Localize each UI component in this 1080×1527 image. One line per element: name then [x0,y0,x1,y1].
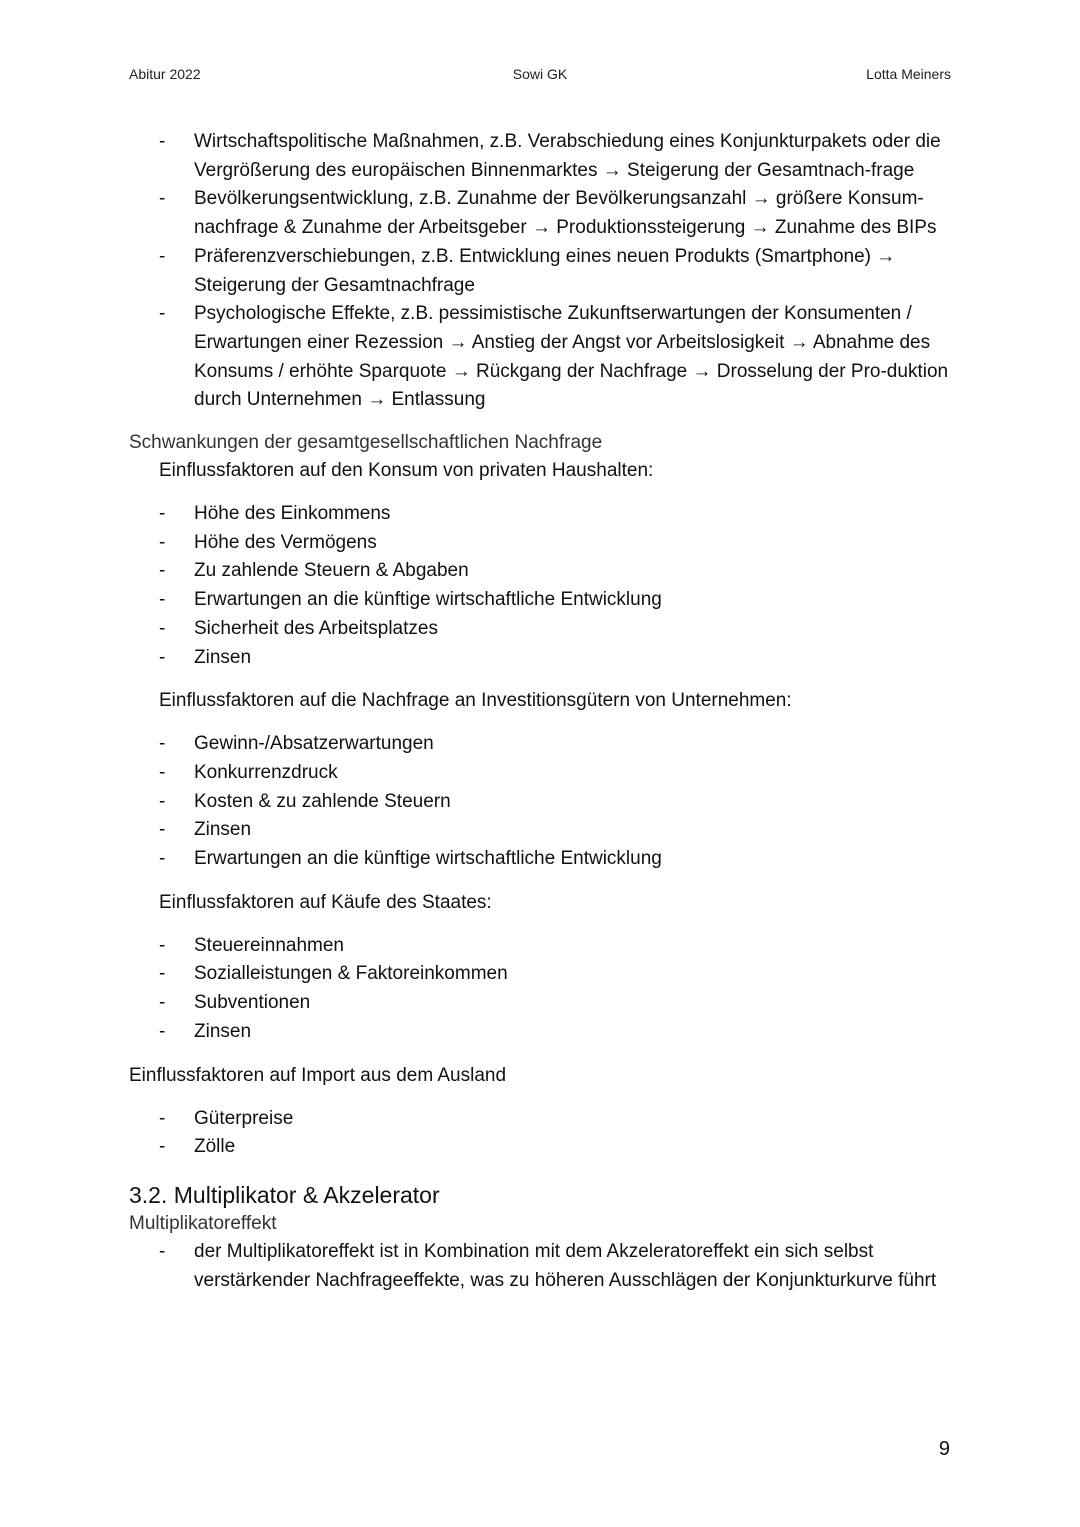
list-item: - Höhe des Einkommens [159,503,391,525]
section-heading: 3.2. Multiplikator & Akzelerator [129,1181,440,1208]
list-item: - Gewinn-/Absatzerwartungen [159,733,434,755]
list-staat [129,932,954,1047]
list-item: - Sicherheit des Arbeitsplatzes [159,617,438,639]
group-title-konsum: Einflussfaktoren auf den Konsum von privaten Haushalten: [159,460,654,482]
list-item: - der Multiplikatoreffekt ist in Kombination mit dem Akzeleratoreffekt ein sich selbst verstärkender Nachfrageeffekte, was zu höheren Ausschlägen der Konjunkturkurve führt [159,1240,937,1291]
header-left-text: Abitur 2022 [129,66,201,82]
list-investition [129,730,954,874]
page-content [129,128,954,1295]
list-item: - Präferenzverschiebungen, z.B. Entwicklung eines neuen Produkts (Smartphone) → Steigerung der Gesamtnachfrage [159,245,896,296]
group-title-staat: Einflussfaktoren auf Käufe des Staates: [159,891,492,913]
list-item: - Wirtschaftspolitische Maßnahmen, z.B. Verabschiedung eines Konjunkturpakets oder die Vergrößerung des europäischen Binnenmarktes → Steigerung der Gesamtnach-frage [159,131,941,181]
list-item: - Erwartungen an die künftige wirtschaftliche Entwicklung [159,848,662,870]
list-item: - Erwartungen an die künftige wirtschaftliche Entwicklung [159,589,662,611]
list-item: - Zinsen [159,819,252,841]
list-import [129,1105,954,1162]
intro-list [129,128,954,415]
list-item: - Zu zahlende Steuern & Abgaben [159,560,469,582]
section-list [129,1238,954,1295]
list-item: - Bevölkerungsentwicklung, z.B. Zunahme der Bevölkerungsanzahl → größere Konsum-nachfrage & Zunahme der Arbeitsgeber → Produktionssteigerung → Zunahme des BIPs [159,188,937,239]
group-title-import: Einflussfaktoren auf Import aus dem Ausland [129,1064,507,1086]
list-item: - Güterpreise [159,1107,294,1129]
list-item: - Konkurrenzdruck [159,761,338,783]
list-item: - Höhe des Vermögens [159,531,377,553]
subheading-nachfrage: Schwankungen der gesamtgesellschaftlichen Nachfrage [129,432,603,454]
list-item: - Steuereinnahmen [159,934,344,956]
list-item: - Subventionen [159,992,311,1014]
group-title-investition: Einflussfaktoren auf die Nachfrage an Investitionsgütern von Unternehmen: [159,690,792,712]
header-center-text: Sowi GK [512,66,568,82]
list-konsum [129,500,954,672]
list-item: - Zinsen [159,646,252,668]
page-header [129,66,951,86]
list-item: - Zinsen [159,1020,252,1042]
list-item: - Kosten & zu zahlende Steuern [159,790,451,812]
header-right-text: Lotta Meiners [866,66,951,82]
list-item: - Zölle [159,1136,236,1158]
list-item: - Sozialleistungen & Faktoreinkommen [159,963,508,985]
subheading-multiplikator: Multiplikatoreffekt [129,1212,277,1234]
list-item: - Psychologische Effekte, z.B. pessimistische Zukunftserwartungen der Konsumenten / Erwartungen einer Rezession → Anstieg der Angst vor Arbeitslosigkeit → Abnahme des Konsums / erhöhte Sparquote → Rückgang der Nachfrage → Drosselung der Pro-duktion durch Unternehmen → Entlassung [159,303,949,411]
page-number: 9 [938,1438,950,1460]
